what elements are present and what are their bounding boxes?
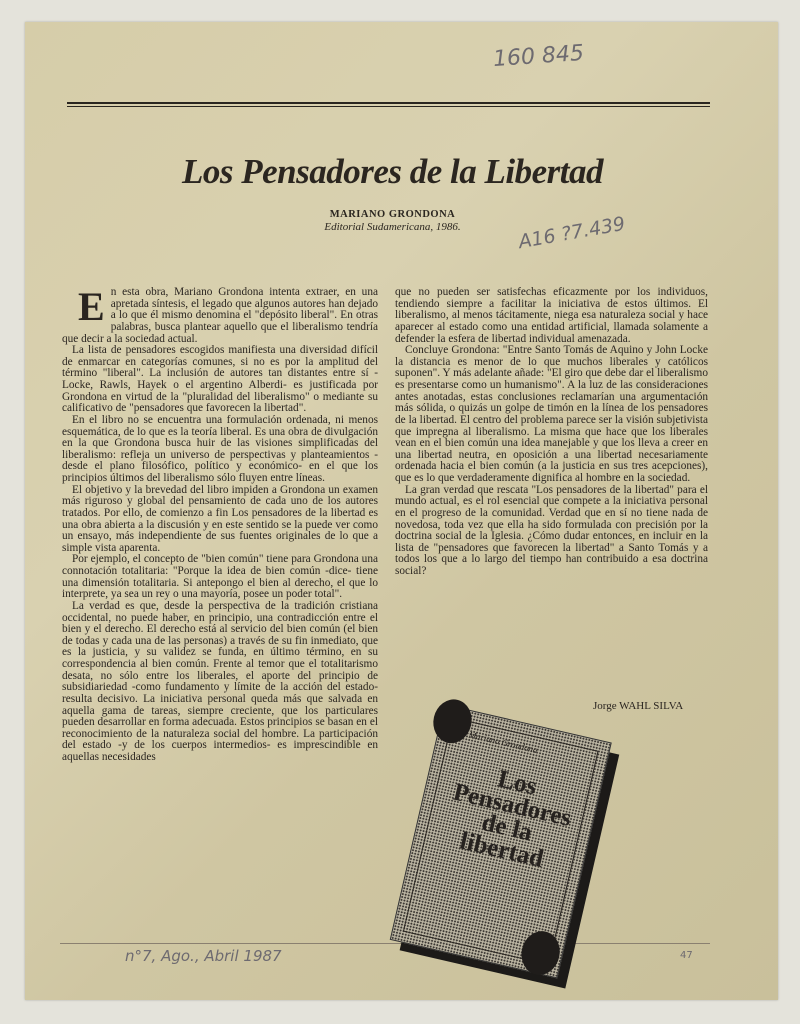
right-column [395, 287, 708, 578]
page-number: 47 [680, 950, 693, 961]
book-author: MARIANO GRONDONA [329, 209, 456, 220]
paragraph: que no pueden ser satisfechas eficazmente por los individuos, tendiendo siempre a facilitar la iniciativa de estos últimos. El liberalismo, al menos tácitamente, niega esa naturaleza social y hace aparecer al estado como una entidad artificial, llamada solamente a defender la esfera de libertad individual amenazada. [395, 286, 708, 345]
book-publisher: Editorial Sudamericana, 1986. [324, 221, 461, 233]
paragraph [62, 284, 378, 345]
cover-title: Los Pensadores de la libertad [450, 765, 574, 873]
cover-author: Mariano Grondona [467, 729, 539, 756]
paragraph: La lista de pensadores escogidos manifiesta una diversidad difícil de enmarcar en categorías comunes, si no es por la amplitud del término "liberal". La inclusión de autores tan distantes entre sí -Locke, Rawls, Hayek o el argentino Alberdi- es justificada por Grondona en virtud de la "pluralidad del liberalismo" o mediante su calificativo de "pensadores que favorecen la libertad". [62, 344, 378, 415]
paragraph: Concluye Grondona: "Entre Santo Tomás de Aquino y John Locke la distancia es menor de lo que muchos liberales y católicos suponen". Y más adelante añade: "El giro que debe dar el liberalismo es presentarse como un humanismo". A la luz de las consideraciones antes anotadas, estas conclusiones reclamarían una argumentación más sólida, o quizás un golpe de timón en la línea de los pensadores de la libertad. El centro del problema parece ser la visión subjetivista que impregna al liberalismo. La misma que hace que los liberales vean en el bien común una idea manejable y que los lleva a creer en una libertad neutra, en oposición a una libertad necesariamente ordenada hacia el bien común (a la justicia en sus tres acepciones), que es lo que verdaderamente dignifica al hombre en la sociedad. [395, 344, 708, 484]
paragraph: Por ejemplo, el concepto de "bien común" tiene para Grondona una connotación totalitaria: "Porque la idea de bien común -dice- tiene una dimensión totalitaria. Si antepongo el bien al derecho, el que lo interprete, ya sea un rey o una mayoría, posee un poder total". [62, 553, 378, 601]
paragraph: La verdad es que, desde la perspectiva de la tradición cristiana occidental, no puede haber, en principio, una contradicción entre el bien y el derecho. El derecho está al servicio del bien común (el bien de todas y cada una de las personas) a través de su fin inmediato, que es la justicia, y su validez se funda, en último término, en su correspondencia al bien común. Frente al temor que el totalitarismo desata, no sólo entre los liberales, el aporte del principio de subsidiariedad -como fundamento y límite de la acción del estado- resulta decisivo. La iniciativa personal queda más que salvada en aquella gama de tareas, siempre creciente, que los particulares pueden desarrollar en forma adecuada. Estos principios se basan en el reconocimiento de la naturaleza social del hombre. La participación del estado -y de los cuerpos intermedios- es imprescindible en aquellas necesidades [62, 599, 378, 763]
footer-rule [60, 943, 710, 944]
left-column [62, 284, 378, 764]
handwritten-catalog-number: A16 ?7.439 [516, 212, 627, 254]
handwritten-number: 160 845 [492, 40, 585, 73]
signature: Jorge WAHL SILVA [593, 700, 684, 712]
paragraph: El objetivo y la brevedad del libro impiden a Grondona un examen más riguroso y global del pensamiento de cada uno de los autores tratados. Por ello, de comienzo a fin Los pensadores de la libertad es una obra abierta a la discusión y en este sentido se la puede ver como un ensayo, más independiente de sus fuentes originales de lo que a simple vista aparenta. [62, 483, 378, 554]
header-rule [67, 102, 710, 104]
paragraph-text: n esta obra, Mariano Grondona intenta extraer, en una apretada síntesis, el legado que algunos autores han dejado a lo que él mismo denomina el "depósito liberal". En otras palabras, busca plantear aquello que el liberalismo tendría que decir a la sociedad actual. [62, 286, 378, 345]
paragraph: En el libro no se encuentra una formulación ordenada, ni menos esquemática, de lo que es la teoría liberal. Es una obra de divulgación en la que Grondona busca huir de las visiones simplificadas del liberalismo: refleja un universo de perspectivas y planteamientos -desde el plano filosófico, político y económico- en el que los principios últimos del liberalismo sólo fluyen entre líneas. [62, 413, 378, 484]
handwritten-note: n°7, Ago., Abril 1987 [125, 947, 282, 965]
article-title: Los Pensadores de la Libertad [181, 152, 604, 191]
paragraph: La gran verdad que rescata "Los pensadores de la libertad" para el mundo actual, es el rol esencial que compete a la iniciativa personal en el progreso de la comunidad. Verdad que en sí no tiene nada de novedosa, toda vez que ella ha sido formulada con precisión por la doctrina social de la Iglesia. ¿Cómo dudar entonces, en incluir en la lista de "pensadores que favorecen la libertad" a Santo Tomás y a todos los que a lo largo del tiempo han contribuido a esa doctrina social? [395, 483, 708, 577]
header-rule-thin [67, 106, 710, 107]
drop-cap: E [78, 284, 105, 329]
